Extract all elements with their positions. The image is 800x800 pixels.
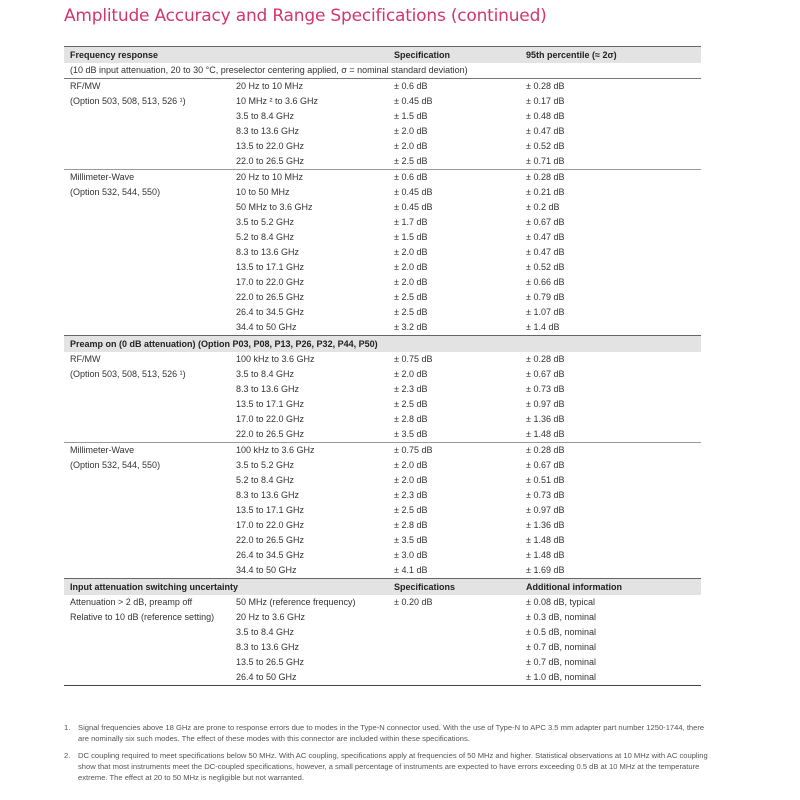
table-cell: ± 0.21 dB <box>526 187 565 197</box>
table-cell: ± 0.08 dB, typical <box>526 597 595 607</box>
table-cell: ± 0.28 dB <box>526 354 565 364</box>
group-label: RF/MW (Option 503, 508, 513, 526 ¹) <box>70 81 186 106</box>
group-rfmw-preamp-on <box>64 352 701 443</box>
section-header: Input attenuation switching uncertainty <box>64 579 388 596</box>
table-cell: ± 0.66 dB <box>526 277 565 287</box>
table-cell: ± 0.7 dB, nominal <box>526 642 596 652</box>
group-mmwave-preamp-off <box>64 170 701 336</box>
table-cell: 26.4 to 34.5 GHz <box>236 550 305 560</box>
footnote-text: DC coupling required to meet specifications below 50 MHz. With AC coupling, specifications apply at frequencies of 50 MHz and higher. Statistical observations at 10 MHz with AC coupling show that most instruments meet the DC-coupled specifications, however, a small percentage of instruments are expected to have errors exceeding 0.5 dB at 10 MHz at the temperature extreme. The effect at 20 to 50 MHz is negligible but not warranted. <box>78 751 708 782</box>
table-cell: ± 2.0 dB <box>394 277 428 287</box>
table-cell: 8.3 to 13.6 GHz <box>236 384 300 394</box>
table-cell: 13.5 to 26.5 GHz <box>236 657 305 667</box>
table-cell: ± 0.45 dB <box>394 202 433 212</box>
footnote <box>64 750 714 783</box>
table-cell: ± 0.28 dB <box>526 172 565 182</box>
table-cell: 22.0 to 26.5 GHz <box>236 292 305 302</box>
footnote-text: Signal frequencies above 18 GHz are prone to response errors due to modes in the Type-N connector used. With the use of Type-N to APC 3.5 mm adapter part number 1250-1744, there are nominally six such modes. The effect of these modes with this connector are included within these specifications. <box>78 723 705 743</box>
table-cell: ± 3.5 dB <box>394 535 428 545</box>
table-cell: ± 2.5 dB <box>394 292 428 302</box>
percentile-list <box>520 352 701 443</box>
table-cell: ± 2.0 dB <box>394 475 428 485</box>
table-cell: ± 0.67 dB <box>526 217 565 227</box>
group-label: Attenuation > 2 dB, preamp off Relative to 10 dB (reference setting) <box>70 597 215 622</box>
group-rfmw-preamp-off <box>64 79 701 170</box>
table-cell: ± 2.0 dB <box>394 126 428 136</box>
table-cell: ± 1.4 dB <box>526 322 560 332</box>
table-cell: ± 1.69 dB <box>526 565 565 575</box>
specification-list <box>388 443 520 579</box>
specification-list <box>388 595 520 686</box>
table-cell: ± 0.75 dB <box>394 354 433 364</box>
table-cell: ± 1.5 dB <box>394 111 428 121</box>
table-cell: ± 1.48 dB <box>526 429 565 439</box>
table-cell: ± 0.48 dB <box>526 111 565 121</box>
table-cell: ± 0.45 dB <box>394 187 433 197</box>
table-cell <box>394 610 520 625</box>
table-cell: ± 3.2 dB <box>394 322 428 332</box>
column-header-spec: Specifications <box>388 579 520 596</box>
table-cell: ± 0.67 dB <box>526 369 565 379</box>
table-cell: 100 kHz to 3.6 GHz <box>236 354 315 364</box>
table-cell: 17.0 to 22.0 GHz <box>236 414 305 424</box>
table-cell: 17.0 to 22.0 GHz <box>236 277 305 287</box>
section-header: Frequency response <box>64 47 388 64</box>
table-cell: 5.2 to 8.4 GHz <box>236 232 295 242</box>
table-cell: ± 3.0 dB <box>394 550 428 560</box>
table-cell: ± 1.36 dB <box>526 520 565 530</box>
table-cell: 5.2 to 8.4 GHz <box>236 475 295 485</box>
table-cell: ± 2.5 dB <box>394 505 428 515</box>
table-cell: ± 0.97 dB <box>526 505 565 515</box>
table-cell: 22.0 to 26.5 GHz <box>236 429 305 439</box>
table-cell: ± 0.75 dB <box>394 445 433 455</box>
table-cell: 8.3 to 13.6 GHz <box>236 247 300 257</box>
spec-table <box>64 46 701 686</box>
table-cell: ± 0.73 dB <box>526 384 565 394</box>
table-cell: ± 1.7 dB <box>394 217 428 227</box>
attenuation-header <box>64 579 701 596</box>
table-cell <box>394 625 520 640</box>
table-cell: 10 to 50 MHz <box>236 187 290 197</box>
table-cell: 22.0 to 26.5 GHz <box>236 156 305 166</box>
table-cell: ± 0.47 dB <box>526 247 565 257</box>
table-cell: 50 MHz (reference frequency) <box>236 597 356 607</box>
table-cell: 8.3 to 13.6 GHz <box>236 490 300 500</box>
table-cell: 100 kHz to 3.6 GHz <box>236 445 315 455</box>
table-cell: ± 0.7 dB, nominal <box>526 657 596 667</box>
table-cell: ± 2.3 dB <box>394 384 428 394</box>
specification-list <box>388 79 520 170</box>
table-cell: 20 Hz to 10 MHz <box>236 172 304 182</box>
table-cell: ± 0.52 dB <box>526 262 565 272</box>
table-cell: ± 0.52 dB <box>526 141 565 151</box>
frequency-list <box>230 170 388 336</box>
table-cell: ± 2.0 dB <box>394 262 428 272</box>
table-cell: 8.3 to 13.6 GHz <box>236 642 300 652</box>
table-cell: 17.0 to 22.0 GHz <box>236 520 305 530</box>
table-cell <box>394 670 520 685</box>
table-cell: ± 0.51 dB <box>526 475 565 485</box>
additional-info-list <box>520 595 701 686</box>
table-cell: 20 Hz to 10 MHz <box>236 81 304 91</box>
table-cell: 13.5 to 22.0 GHz <box>236 141 305 151</box>
table-cell: ± 0.20 dB <box>394 597 433 607</box>
table-cell: 13.5 to 17.1 GHz <box>236 505 305 515</box>
frequency-list <box>230 595 388 686</box>
specification-list <box>388 170 520 336</box>
table-cell: 26.4 to 50 GHz <box>236 672 297 682</box>
section-header: Preamp on (0 dB attenuation) (Option P03, P08, P13, P26, P32, P44, P50) <box>64 336 701 353</box>
table-cell: ± 0.79 dB <box>526 292 565 302</box>
table-cell: ± 0.97 dB <box>526 399 565 409</box>
table-cell: 20 Hz to 3.6 GHz <box>236 612 306 622</box>
conditions-note: (10 dB input attenuation, 20 to 30 °C, preselector centering applied, σ = nominal standard deviation) <box>64 63 701 79</box>
footnote-number: 1. <box>64 723 71 732</box>
table-cell: ± 2.0 dB <box>394 141 428 151</box>
table-cell: ± 0.17 dB <box>526 96 565 106</box>
specification-list <box>388 352 520 443</box>
table-cell: ± 0.6 dB <box>394 172 428 182</box>
column-header-percentile: 95th percentile (≈ 2σ) <box>520 47 701 64</box>
table-cell: ± 0.2 dB <box>526 202 560 212</box>
table-cell: 3.5 to 8.4 GHz <box>236 111 295 121</box>
table-cell: ± 2.0 dB <box>394 460 428 470</box>
table-cell: ± 2.0 dB <box>394 369 428 379</box>
table-cell: ± 0.47 dB <box>526 126 565 136</box>
table-cell: ± 2.8 dB <box>394 520 428 530</box>
table-cell: ± 0.45 dB <box>394 96 433 106</box>
table-cell: ± 1.48 dB <box>526 550 565 560</box>
table-cell: ± 1.48 dB <box>526 535 565 545</box>
table-cell <box>394 655 520 670</box>
table-cell: ± 0.6 dB <box>394 81 428 91</box>
table-cell: ± 2.5 dB <box>394 399 428 409</box>
table-cell: 3.5 to 5.2 GHz <box>236 460 295 470</box>
table-cell: ± 2.5 dB <box>394 307 428 317</box>
table-cell: 8.3 to 13.6 GHz <box>236 126 300 136</box>
table-cell: 13.5 to 17.1 GHz <box>236 262 305 272</box>
table-cell: ± 3.5 dB <box>394 429 428 439</box>
frequency-list <box>230 352 388 443</box>
table-cell: 3.5 to 5.2 GHz <box>236 217 295 227</box>
table-cell: 50 MHz to 3.6 GHz <box>236 202 313 212</box>
table-cell: ± 4.1 dB <box>394 565 428 575</box>
table-cell: ± 2.3 dB <box>394 490 428 500</box>
group-label: Millimeter-Wave (Option 532, 544, 550) <box>70 445 161 470</box>
table-cell: ± 2.0 dB <box>394 247 428 257</box>
table-cell: ± 1.07 dB <box>526 307 565 317</box>
table-cell: ± 0.3 dB, nominal <box>526 612 596 622</box>
page-title: Amplitude Accuracy and Range Specifications (continued) <box>64 6 547 26</box>
table-cell: ± 2.5 dB <box>394 156 428 166</box>
footnote <box>64 722 714 744</box>
table-cell: 3.5 to 8.4 GHz <box>236 369 295 379</box>
preamp-header <box>64 336 701 353</box>
frequency-list <box>230 443 388 579</box>
table-cell: ± 0.47 dB <box>526 232 565 242</box>
table-cell: ± 0.73 dB <box>526 490 565 500</box>
table-cell: ± 0.5 dB, nominal <box>526 627 596 637</box>
table-cell: ± 0.71 dB <box>526 156 565 166</box>
column-header-spec: Specification <box>388 47 520 64</box>
table-cell: ± 1.5 dB <box>394 232 428 242</box>
table-cell: ± 1.36 dB <box>526 414 565 424</box>
table-cell <box>394 640 520 655</box>
table-cell: ± 2.8 dB <box>394 414 428 424</box>
group-label: Millimeter-Wave (Option 532, 544, 550) <box>70 172 161 197</box>
table-cell: 22.0 to 26.5 GHz <box>236 535 305 545</box>
percentile-list <box>520 79 701 170</box>
column-header-additional: Additional information <box>520 579 701 596</box>
table-cell: 13.5 to 17.1 GHz <box>236 399 305 409</box>
footnote-number: 2. <box>64 751 71 760</box>
table-cell: 34.4 to 50 GHz <box>236 565 297 575</box>
freq-response-header <box>64 47 701 79</box>
percentile-list <box>520 443 701 579</box>
group-label: RF/MW (Option 503, 508, 513, 526 ¹) <box>70 354 186 379</box>
percentile-list <box>520 170 701 336</box>
frequency-list <box>230 79 388 170</box>
table-cell: ± 0.28 dB <box>526 81 565 91</box>
footnotes <box>64 722 714 789</box>
table-cell: 10 MHz ² to 3.6 GHz <box>236 96 319 106</box>
group-mmwave-preamp-on <box>64 443 701 579</box>
group-attenuation <box>64 595 701 686</box>
table-cell: ± 0.67 dB <box>526 460 565 470</box>
table-cell: 34.4 to 50 GHz <box>236 322 297 332</box>
table-cell: 26.4 to 34.5 GHz <box>236 307 305 317</box>
table-cell: 3.5 to 8.4 GHz <box>236 627 295 637</box>
table-cell: ± 1.0 dB, nominal <box>526 672 596 682</box>
table-cell: ± 0.28 dB <box>526 445 565 455</box>
